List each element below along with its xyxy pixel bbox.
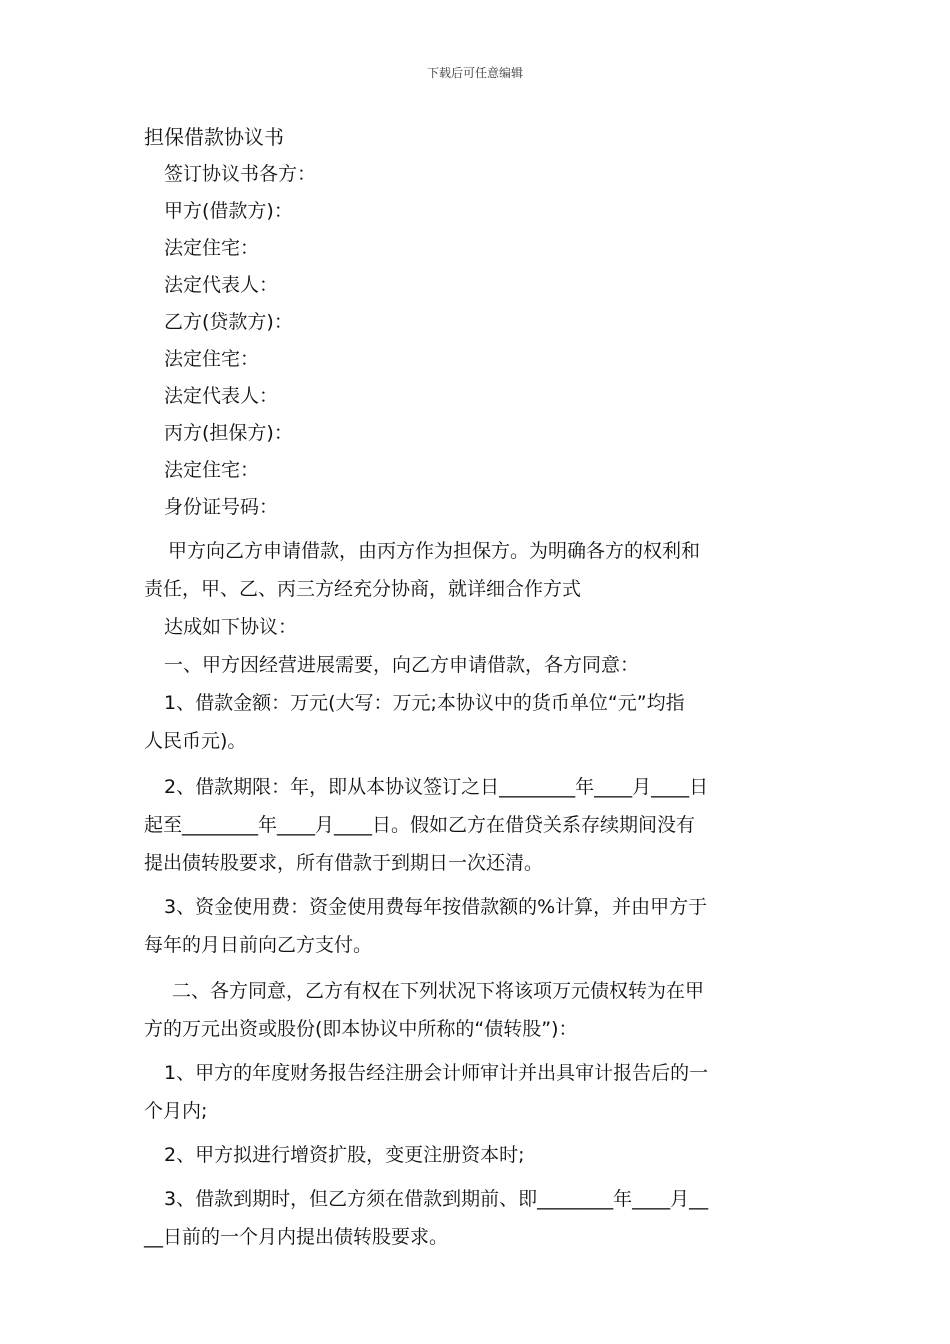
document-title: 担保借款协议书 — [144, 125, 284, 149]
section-two-heading — [144, 972, 808, 1048]
party-a-label: 甲方(借款方)： — [164, 200, 293, 222]
paragraph-line: 甲方向乙方申请借款，由丙方作为担保方。为明确各方的权利和 — [168, 540, 701, 562]
paragraph-line: 起至________年____月____日。假如乙方在借贷关系存续期间没有 — [144, 814, 696, 836]
paragraph-line: 2、借款期限：年，即从本协议签订之日________年____月____日 — [164, 776, 709, 798]
paragraph-line: 二、各方同意，乙方有权在下列状况下将该项万元债权转为在甲 — [172, 980, 705, 1002]
paragraph-line: 个月内; — [144, 1100, 208, 1122]
clause-capital-increase — [144, 1136, 808, 1174]
party-b-label: 乙方(贷款方)： — [164, 311, 293, 333]
page-header: 下载后可任意编辑 — [426, 66, 523, 80]
party-b-representative: 法定代表人： — [164, 385, 279, 407]
party-b-address: 法定住宅： — [164, 348, 260, 370]
document-body — [144, 118, 808, 1256]
party-c-address: 法定住宅： — [164, 459, 260, 481]
paragraph-line: 提出债转股要求，所有借款于到期日一次还清。 — [144, 852, 544, 874]
agreement-lead — [144, 608, 808, 646]
party-c-id-number: 身份证号码： — [164, 496, 279, 518]
paragraph-line: 每年的月日前向乙方支付。 — [144, 934, 373, 956]
paragraph-line: 达成如下协议： — [164, 616, 298, 638]
paragraph-line: 责任，甲、乙、丙三方经充分协商，就详细合作方式 — [144, 578, 582, 600]
clause-loan-term — [144, 768, 808, 882]
clause-loan-amount — [144, 684, 808, 760]
party-a-address: 法定住宅： — [164, 237, 260, 259]
section-one-heading — [144, 646, 808, 684]
paragraph-line: 3、资金使用费：资金使用费每年按借款额的%计算，并由甲方于 — [164, 896, 708, 918]
paragraph-line: 2、甲方拟进行增资扩股，变更注册资本时; — [164, 1144, 525, 1166]
paragraph-line: __日前的一个月内提出债转股要求。 — [144, 1226, 449, 1248]
intro-paragraph — [144, 532, 808, 608]
paragraph-line: 3、借款到期时，但乙方须在借款到期前、即________年____月__ — [164, 1188, 709, 1210]
clause-audit-report — [144, 1054, 808, 1130]
paragraph-line: 人民币元)。 — [144, 730, 247, 752]
parties-heading: 签订协议书各方： — [164, 163, 317, 185]
clause-usage-fee — [144, 888, 808, 964]
paragraph-line: 一、甲方因经营进展需要，向乙方申请借款，各方同意： — [164, 654, 640, 676]
paragraph-line: 方的万元出资或股份(即本协议中所称的“债转股”)： — [144, 1018, 578, 1040]
paragraph-line: 1、借款金额：万元(大写：万元;本协议中的货币单位“元”均指 — [164, 692, 685, 714]
party-c-label: 丙方(担保方)： — [164, 422, 293, 444]
paragraph-line: 1、甲方的年度财务报告经注册会计师审计并出具审计报告后的一 — [164, 1062, 709, 1084]
party-a-representative: 法定代表人： — [164, 274, 279, 296]
clause-loan-maturity — [144, 1180, 808, 1256]
